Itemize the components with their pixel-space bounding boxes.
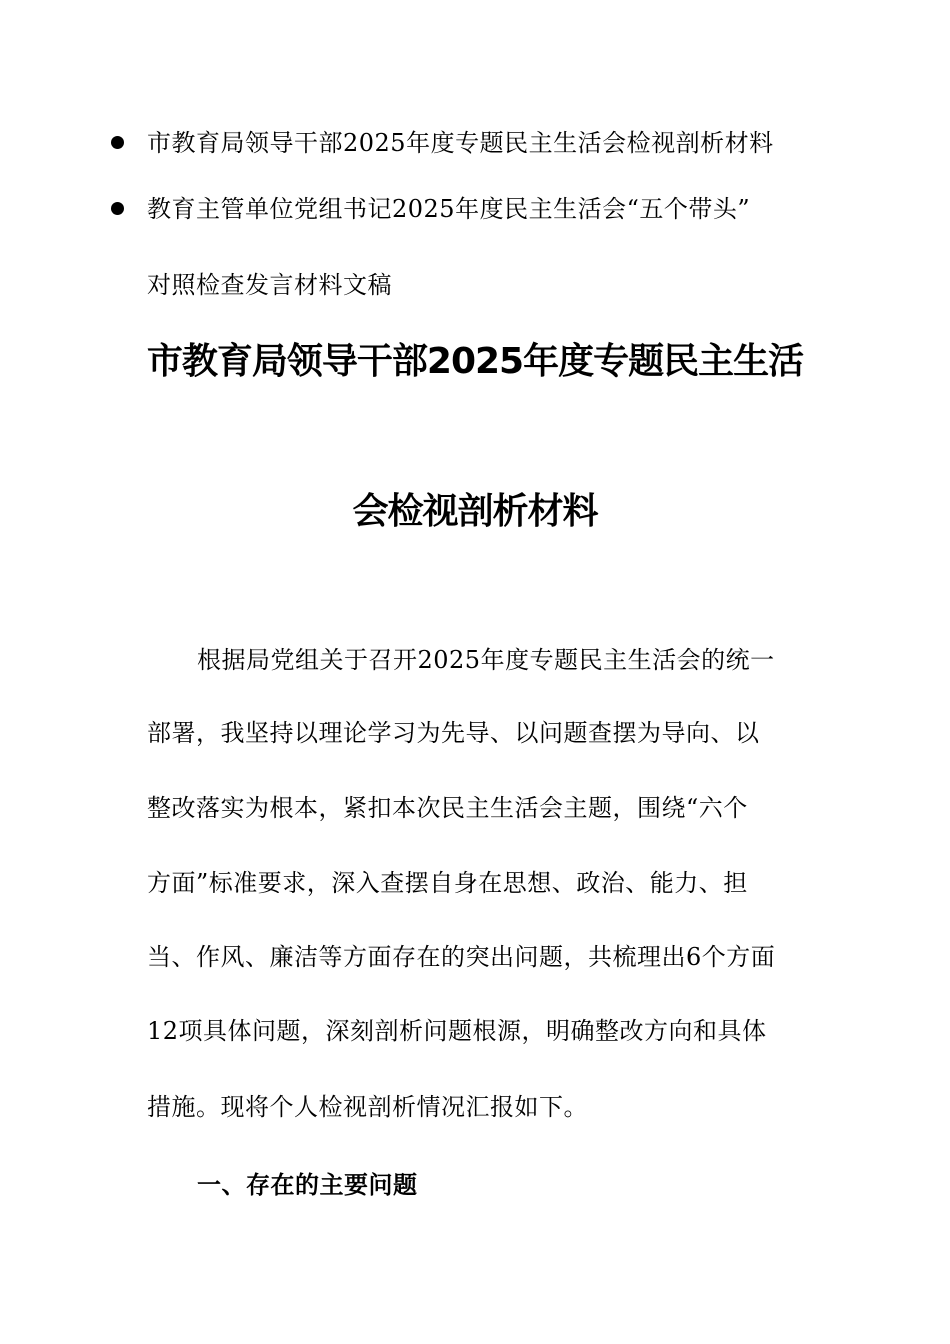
document-title-line-1: 市教育局领导干部2025年度专题民主生活 (146, 341, 804, 382)
toc-item-continuation[interactable]: 对照检查发言材料文稿 (147, 271, 392, 299)
document-title-line-2: 会检视剖析材料 (352, 491, 598, 532)
bullet-icon (111, 136, 124, 149)
bullet-icon (111, 202, 124, 215)
toc-item[interactable]: 市教育局领导干部2025年度专题民主生活会检视剖析材料 (147, 129, 774, 157)
toc-item[interactable]: 教育主管单位党组书记2025年度民主生活会“五个带头” (147, 195, 751, 223)
paragraph-line: 部署，我坚持以理论学习为先导、以问题查摆为导向、以 (147, 719, 760, 747)
paragraph-line: 方面”标准要求，深入查摆自身在思想、政治、能力、担 (147, 869, 748, 897)
paragraph-line: 措施。现将个人检视剖析情况汇报如下。 (147, 1093, 588, 1121)
section-heading: 一、存在的主要问题 (197, 1170, 418, 1199)
paragraph-line: 根据局党组关于召开2025年度专题民主生活会的统一 (197, 646, 775, 674)
paragraph-line: 当、作风、廉洁等方面存在的突出问题，共梳理出6个方面 (147, 943, 776, 971)
paragraph-line: 整改落实为根本，紧扣本次民主生活会主题，围绕“六个 (147, 794, 748, 822)
paragraph-line: 12项具体问题，深刻剖析问题根源，明确整改方向和具体 (147, 1017, 767, 1045)
